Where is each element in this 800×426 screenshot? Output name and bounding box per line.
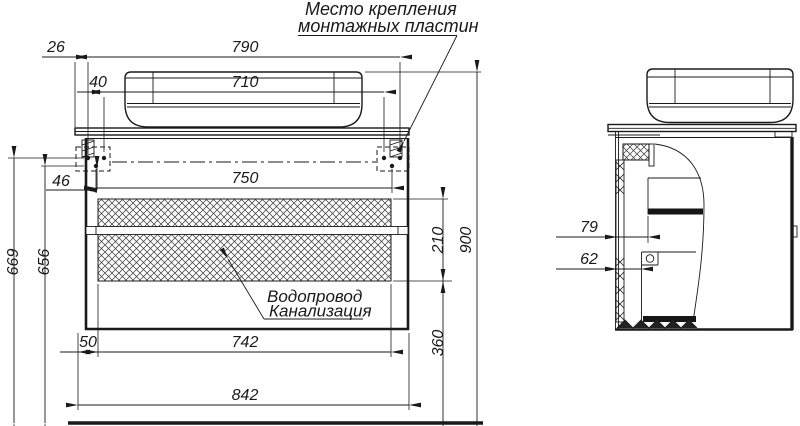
dim-360 [430,281,447,423]
mounting-plates-note [298,0,479,141]
drawer-upper [648,178,703,215]
svg-text:790: 790 [231,39,259,56]
dim-656 [36,166,53,423]
dim-46 [46,168,97,190]
dim-790 [88,39,400,57]
service-zone-hatch [86,199,408,281]
wall-bracket [775,132,792,138]
dim-900 [458,72,477,423]
cabinet-side [615,132,797,330]
svg-text:842: 842 [231,387,259,404]
curved-front-profile [655,144,704,322]
dim-40 [77,74,107,92]
dim-62 [556,251,641,269]
mounting-note-line2: монтажных пластин [298,16,479,36]
dim-79 [556,219,648,237]
drawer-lower [642,252,697,322]
svg-text:656: 656 [36,248,53,276]
drawer-divider-band [86,227,408,235]
svg-text:46: 46 [52,173,70,190]
dim-26 [42,39,88,57]
front-view [68,72,483,423]
plumbing-label-line2: Канализация [269,301,372,321]
mounting-note-line1: Место крепления [305,0,457,19]
side-view [556,69,797,330]
svg-text:900: 900 [458,226,475,254]
countertop-front [75,128,409,135]
side-dimensions [556,216,648,269]
dim-710 [104,74,384,92]
dim-50 [60,334,98,352]
back-panel-section [616,160,624,322]
plumbing-label-line1: Водопровод [267,287,363,306]
svg-text:742: 742 [231,334,259,351]
svg-text:210: 210 [430,226,447,254]
dim-842 [78,387,409,405]
svg-text:26: 26 [47,39,65,56]
svg-text:360: 360 [430,329,447,357]
mount-rail-section [623,144,649,160]
svg-text:750: 750 [231,170,259,187]
basin-side [647,69,793,123]
pipe-section [646,255,654,263]
dim-669 [5,158,22,423]
svg-text:669: 669 [5,248,22,276]
mounting-plate-right [377,140,409,171]
dim-750 [96,170,392,188]
countertop-side [608,125,796,138]
dim-210 [430,199,447,281]
svg-text:710: 710 [231,74,259,91]
svg-text:79: 79 [580,219,598,236]
svg-text:50: 50 [79,334,97,351]
svg-text:40: 40 [89,74,107,91]
dim-742 [98,334,391,352]
svg-text:62: 62 [580,251,598,268]
